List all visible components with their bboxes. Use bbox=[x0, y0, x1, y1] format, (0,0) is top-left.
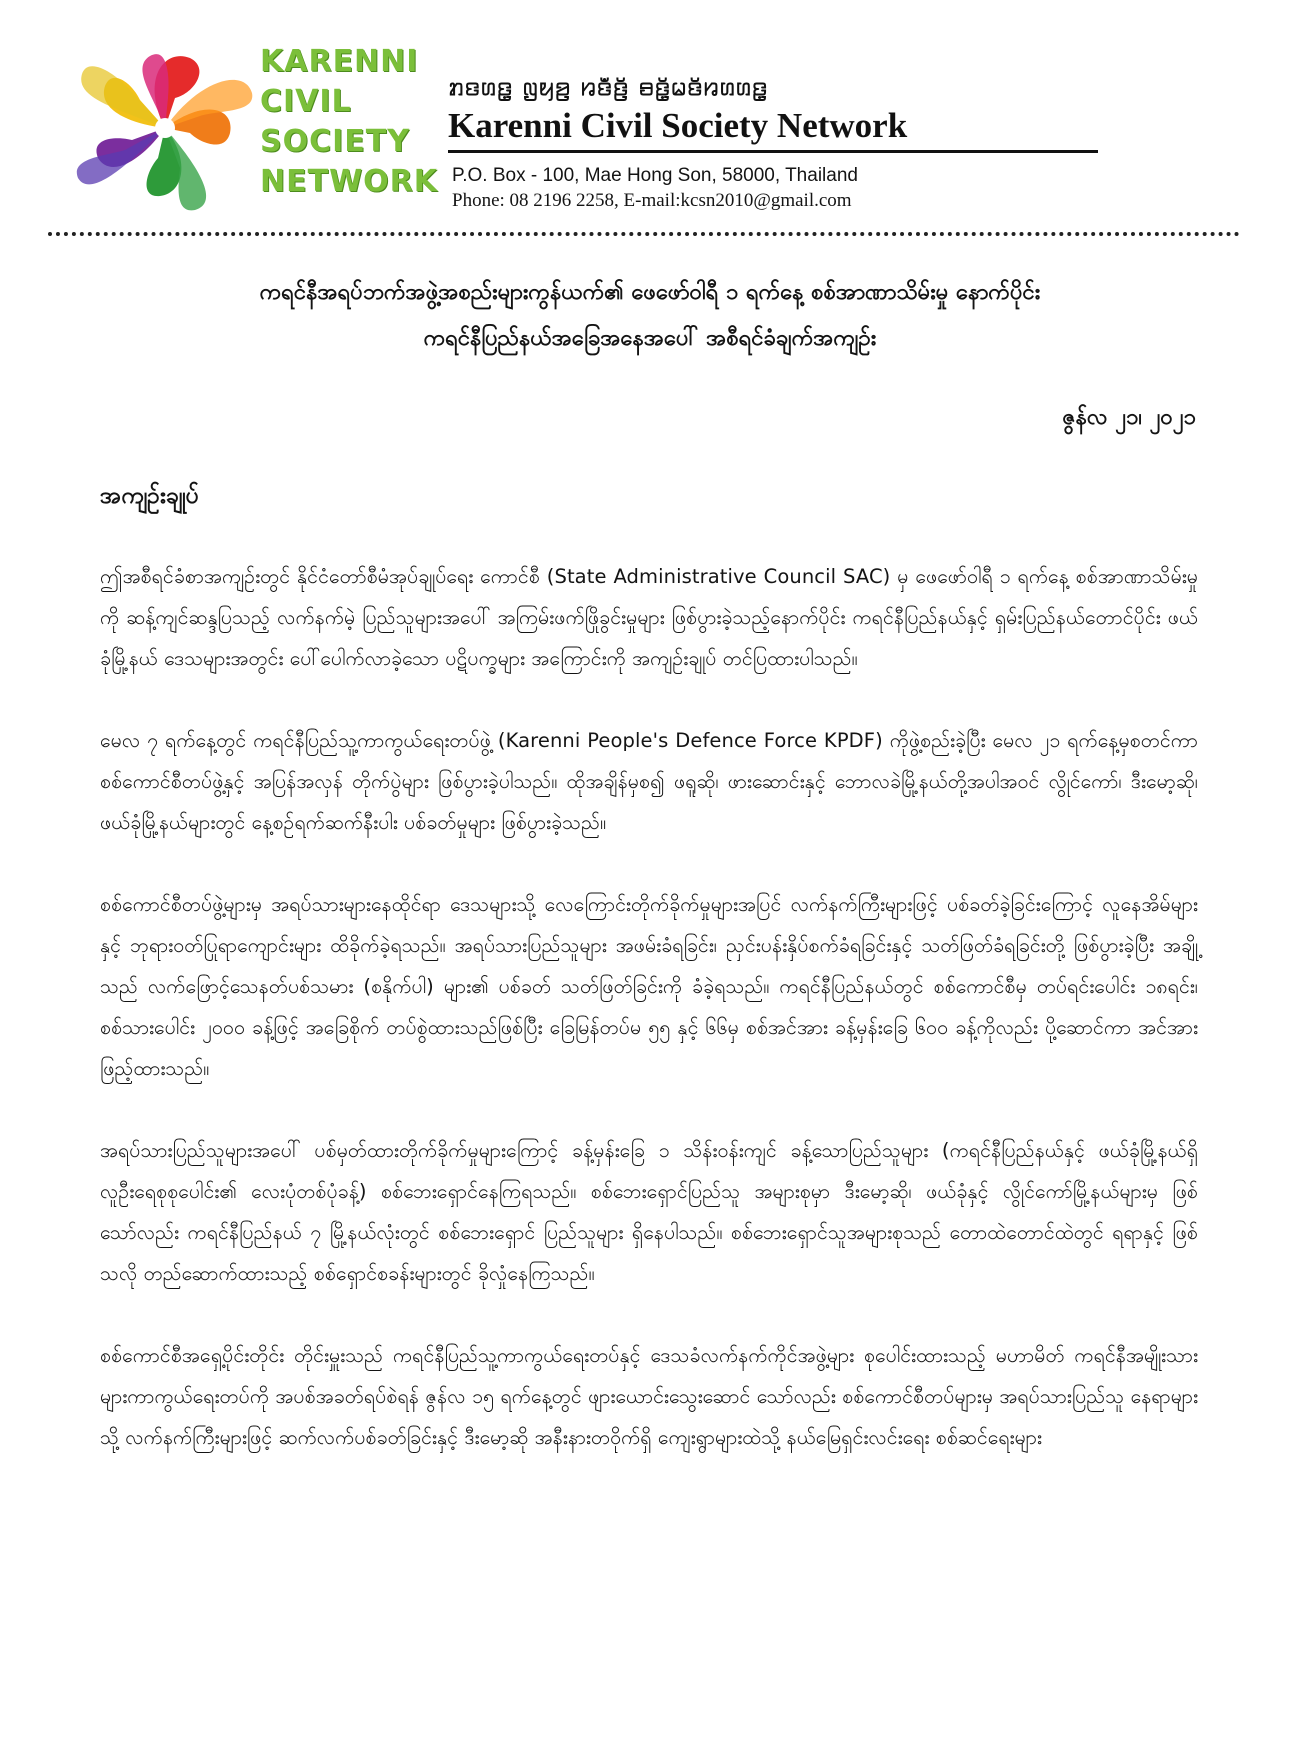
logo-wordmark bbox=[260, 42, 439, 202]
logo-line: CIVIL bbox=[260, 84, 352, 119]
logo-line: KARENNI bbox=[260, 44, 419, 79]
letterhead bbox=[0, 0, 1300, 240]
paragraph-2: မေလ ၇ ရက်နေ့တွင် ကရင်နီပြည်သူ့ကာကွယ်ရေးတပ်ဖွဲ့ (Karenni People's Defence Force KPDF) ကိုဖွဲ့စည်းခဲ့ပြီး မေလ ၂၁ ရက်နေ့မှစတင်ကာ စစ်ကောင်စီတပ်ဖွဲ့နှင့် အပြန်အလှန် တိုက်ပွဲများ ဖြစ်ပွားခဲ့ပါသည်။ ထိုအချိန်မှစ၍ ဖရူဆို၊ ဖားဆောင်းနှင့် ဘောလခဲမြို့နယ်တို့အပါအဝင် လွိုင်ကော်၊ ဒီးမော့ဆို၊ ဖယ်ခုံမြို့နယ်များတွင် နေ့စဉ်ရက်ဆက်နီးပါး ပစ်ခတ်မှုများ ဖြစ်ပွားခဲ့သည်။ bbox=[100, 729, 1198, 834]
document-date: ဇွန်လ ၂၁၊ ၂၀၂၁ bbox=[1062, 405, 1196, 430]
dotted-separator bbox=[48, 232, 1240, 236]
org-name-english: Karenni Civil Society Network bbox=[448, 106, 908, 145]
hands-circle-icon bbox=[70, 38, 260, 218]
org-address: P.O. Box - 100, Mae Hong Son, 58000, Thailand bbox=[452, 165, 858, 186]
title-line-1: ကရင်နီအရပ်ဘက်အဖွဲ့အစည်းများကွန်ယက်၏ ဖေဖော်ဝါရီ ၁ ရက်နေ့ စစ်အာဏာသိမ်းမှု နောက်ပိုင်း bbox=[259, 280, 1041, 305]
paragraph-3: စစ်ကောင်စီတပ်ဖွဲ့များမှ အရပ်သားများနေထိုင်ရာ ဒေသများသို့ လေကြောင်းတိုက်ခိုက်မှုများအပြင် လက်နက်ကြီးများဖြင့် ပစ်ခတ်ခဲ့ခြင်းကြောင့် လူနေအိမ်များနှင့် ဘုရားဝတ်ပြုရာကျောင်းများ ထိခိုက်ခဲ့ရသည်။ အရပ်သားပြည်သူများ အဖမ်းခံရခြင်း၊ ညှင်းပန်းနှိပ်စက်ခံရခြင်းနှင့် သတ်ဖြတ်ခံရခြင်းတို့ ဖြစ်ပွားခဲ့ပြီး အချို့သည် လက်ဖြောင့်သေနတ်ပစ်သမား (စနိုက်ပါ) များ၏ ပစ်ခတ် သတ်ဖြတ်ခြင်းကို ခံခဲ့ရသည်။ ကရင်နီပြည်နယ်တွင် စစ်ကောင်စီမှ တပ်ရင်းပေါင်း ၁၈ရင်း၊ စစ်သားပေါင်း ၂၀၀၀ ခန့်ဖြင့် အခြေစိုက် တပ်စွဲထားသည်ဖြစ်ပြီး ခြေမြန်တပ်မ ၅၅ နှင့် ၆၆မှ စစ်အင်အား ခန့်မှန်းခြေ ၆၀၀ ခန့်ကိုလည်း ပို့ဆောင်ကာ အင်အားဖြည့်ထားသည်။ bbox=[100, 893, 1198, 1080]
org-name-native: ꤊꤢꤛꤢ꤭ ꤜꤟꤤ꤬ ꤙꤢꤪꤢꤩ꤬ ꤋꤢꤩ꤭ꤗꤢꤩꤙꤛꤛꤢ꤭ bbox=[448, 71, 768, 102]
paragraph-5: စစ်ကောင်စီအရှေ့ပိုင်းတိုင်း တိုင်းမှူးသည် ကရင်နီပြည်သူ့ကာကွယ်ရေးတပ်နှင့် ဒေသခံလက်နက်ကိုင်အဖွဲ့များ စုပေါင်းထားသည့် မဟာမိတ် ကရင်နီအမျိုးသားများကာကွယ်ရေးတပ်ကို အပစ်အခတ်ရပ်စဲရန် ဇွန်လ ၁၅ ရက်နေ့တွင် ဖျားယောင်းသွေးဆောင် သော်လည်း စစ်ကောင်စီတပ်များမှ အရပ်သားပြည်သူ နေရာများသို့ လက်နက်ကြီးများဖြင့် ဆက်လက်ပစ်ခတ်ခြင်းနှင့် ဒီးမော့ဆို အနီးနားတဝိုက်ရှိ ကျေးရွာများထဲသို့ နယ်မြေရှင်းလင်းရေး စစ်ဆင်ရေးများ bbox=[100, 1344, 1198, 1449]
title-line-2: ကရင်နီပြည်နယ်အခြေအနေအပေါ် အစီရင်ခံချက်အကျဉ်း bbox=[423, 326, 877, 351]
org-block bbox=[448, 68, 1098, 213]
org-contact: Phone: 08 2196 2258, E-mail:kcsn2010@gmail.com bbox=[452, 190, 852, 211]
logo-line: NETWORK bbox=[260, 164, 439, 199]
paragraph-1: ဤအစီရင်ခံစာအကျဉ်းတွင် နိုင်ငံတော်စီမံအုပ်ချုပ်ရေး ကောင်စီ (State Administrative Council SAC) မှ ဖေဖော်ဝါရီ ၁ ရက်နေ့ စစ်အာဏာသိမ်းမှုကို ဆန့်ကျင်ဆန္ဒပြသည့် လက်နက်မဲ့ ပြည်သူများအပေါ် အကြမ်းဖက်ဖြိုခွင်းမှုများ ဖြစ်ပွားခဲ့သည့်နောက်ပိုင်း ကရင်နီပြည်နယ်နှင့် ရှမ်းပြည်နယ်တောင်ပိုင်း ဖယ်ခုံမြို့နယ် ဒေသများအတွင်း ပေါ်ပေါက်လာခဲ့သော ပဋိပက္ခများ အကြောင်းကို အကျဉ်းချုပ် တင်ပြထားပါသည်။ bbox=[100, 565, 1198, 670]
paragraph-4: အရပ်သားပြည်သူများအပေါ် ပစ်မှတ်ထားတိုက်ခိုက်မှုများကြောင့် ခန့်မှန်းခြေ ၁ သိန်းဝန်းကျင် ခန့်သောပြည်သူများ (ကရင်နီပြည်နယ်နှင့် ဖယ်ခုံမြို့နယ်ရှိ လူဦးရေစုစုပေါင်း၏ လေးပုံတစ်ပုံခန့်) စစ်ဘေးရှောင်နေကြရသည်။ စစ်ဘေးရှောင်ပြည်သူ အများစုမှာ ဒီးမော့ဆို၊ ဖယ်ခုံနှင့် လွိုင်ကော်မြို့နယ်များမှ ဖြစ်သော်လည်း ကရင်နီပြည်နယ် ၇ မြို့နယ်လုံးတွင် စစ်ဘေးရှောင် ပြည်သူများ ရှိနေပါသည်။ စစ်ဘေးရှောင်သူအများစုသည် တောထဲတောင်ထဲတွင် ရရာနှင့် ဖြစ်သလို တည်ဆောက်ထားသည့် စစ်ရှောင်စခန်းများတွင် ခိုလှုံနေကြသည်။ bbox=[100, 1139, 1198, 1285]
summary-heading: အကျဉ်းချုပ် bbox=[100, 483, 199, 509]
document-title bbox=[120, 270, 1180, 362]
document-body bbox=[100, 556, 1198, 1499]
letterhead-rule bbox=[448, 150, 1098, 153]
kcsn-logo bbox=[70, 38, 439, 218]
logo-line: SOCIETY bbox=[260, 124, 410, 159]
